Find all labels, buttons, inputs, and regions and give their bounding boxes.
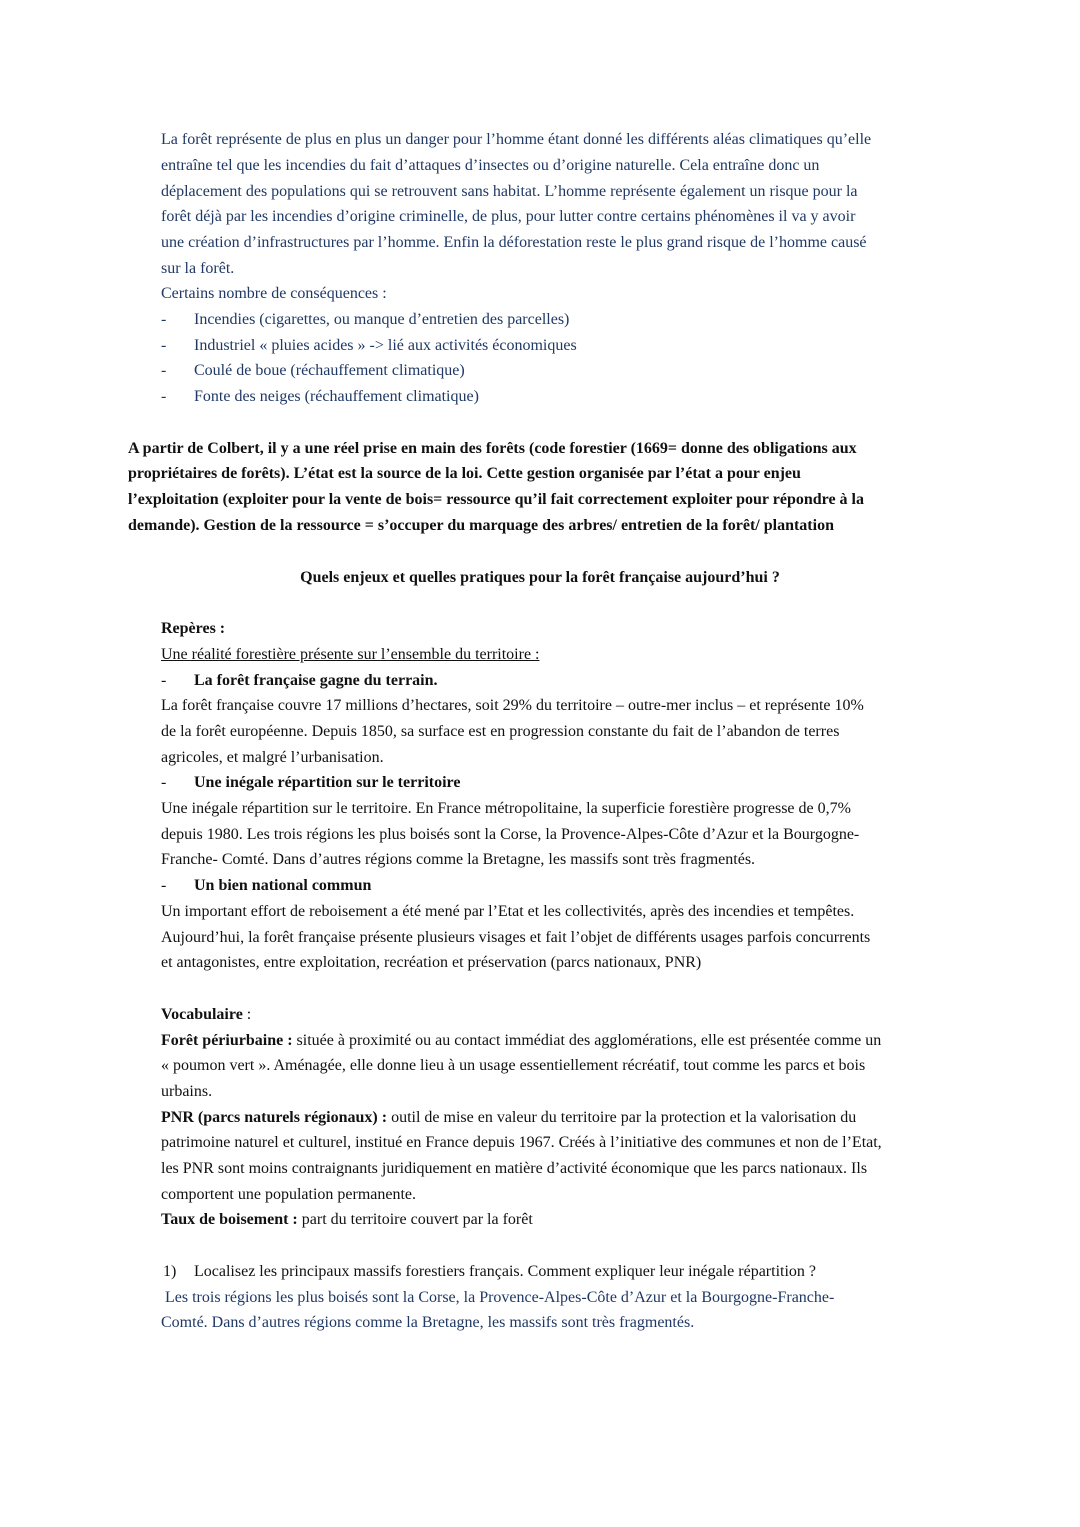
bullet-dash: -: [161, 362, 167, 379]
repere-text: depuis 1980. Les trois régions les plus boisés sont la Corse, la Provence-Alpes-Côte d’Azur et la Bourgogne-: [161, 826, 860, 843]
reperes-title: Repères :: [161, 620, 226, 637]
repere-text: Franche- Comté. Dans d’autres régions comme la Bretagne, les massifs sont très fragmentés.: [161, 851, 756, 868]
bullet-dash: -: [161, 337, 167, 354]
bullet-dash: -: [161, 877, 167, 894]
consequences-title: Certains nombre de conséquences :: [161, 285, 387, 302]
repere-heading: Une inégale répartition sur le territoire: [194, 774, 461, 791]
vocab-title-suffix: :: [242, 1006, 252, 1023]
intro-line: La forêt représente de plus en plus un danger pour l’homme étant donné les différents aléas climatiques qu’elle: [161, 131, 872, 148]
definition-line: [161, 1210, 533, 1230]
consequence-item: Fonte des neiges (réchauffement climatique): [194, 388, 479, 405]
consequence-item: Incendies (cigarettes, ou manque d’entretien des parcelles): [194, 311, 570, 328]
repere-text: Un important effort de reboisement a été mené par l’Etat et les collectivités, après des incendies et tempêtes.: [161, 903, 855, 920]
bullet-dash: -: [161, 774, 167, 791]
vocab-title: Vocabulaire: [161, 1006, 243, 1023]
definition-text: située à proximité ou au contact immédiat des agglomérations, elle est présentée comme un: [292, 1032, 882, 1049]
vocab-title-line: [161, 1005, 251, 1025]
repere-text: La forêt française couvre 17 millions d’hectares, soit 29% du territoire – outre-mer inclus – et représente 10%: [161, 697, 864, 714]
consequence-item: Industriel « pluies acides » -> lié aux activités économiques: [194, 337, 577, 354]
question-text: Localisez les principaux massifs forestiers français. Comment expliquer leur inégale répartition ?: [194, 1263, 816, 1280]
intro-line: une création d’infrastructures par l’homme. Enfin la déforestation reste le plus grand risque de l’homme causé: [161, 234, 867, 251]
answer-line: Les trois régions les plus boisés sont la Corse, la Provence-Alpes-Côte d’Azur et la Bourgogne-Franche-: [161, 1289, 835, 1306]
repere-heading: La forêt française gagne du terrain.: [194, 672, 438, 689]
question-number: 1): [163, 1263, 177, 1280]
bullet-dash: -: [161, 388, 167, 405]
reperes-subtitle: Une réalité forestière présente sur l’ensemble du territoire :: [161, 646, 540, 663]
repere-text: Aujourd’hui, la forêt française présente plusieurs visages et fait l’objet de différents usages parfois concurrents: [161, 929, 871, 946]
definition-term: Forêt périurbaine :: [161, 1032, 293, 1049]
definition-text: les PNR sont moins contraignants juridiquement en matière d’activité économique que les parcs nationaux. Ils: [161, 1160, 868, 1177]
repere-text: et antagonistes, entre exploitation, recréation et préservation (parcs nationaux, PNR): [161, 954, 702, 971]
bullet-dash: -: [161, 672, 167, 689]
colbert-line: A partir de Colbert, il y a une réel prise en main des forêts (code forestier (1669= donne des obligations aux: [128, 440, 857, 457]
definition-text: urbains.: [161, 1083, 213, 1100]
repere-text: agricoles, et malgré l’urbanisation.: [161, 749, 384, 766]
consequence-item: Coulé de boue (réchauffement climatique): [194, 362, 465, 379]
definition-term: Taux de boisement :: [161, 1211, 298, 1228]
section-question-title: Quels enjeux et quelles pratiques pour la forêt française aujourd’hui ?: [300, 569, 780, 586]
intro-line: sur la forêt.: [161, 260, 235, 277]
colbert-line: propriétaires de forêts). L’état est la source de la loi. Cette gestion organisée par l’état a pour enjeu: [128, 465, 801, 482]
definition-term: PNR (parcs naturels régionaux) :: [161, 1109, 388, 1126]
colbert-line: l’exploitation (exploiter pour la vente de bois= ressource qu’il fait correctement exploiter pour répondre à la: [128, 491, 864, 508]
answer-line: Comté. Dans d’autres régions comme la Bretagne, les massifs sont très fragmentés.: [161, 1314, 695, 1331]
repere-text: de la forêt européenne. Depuis 1850, sa surface est en progression constante du fait de l’abandon de terres: [161, 723, 840, 740]
intro-line: forêt déjà par les incendies d’origine criminelle, de plus, pour lutter contre certains phénomènes il va y avoir: [161, 208, 856, 225]
repere-text: Une inégale répartition sur le territoire. En France métropolitaine, la superficie forestière progresse de 0,7%: [161, 800, 851, 817]
repere-heading: Un bien national commun: [194, 877, 372, 894]
bullet-dash: -: [161, 311, 167, 328]
definition-text: « poumon vert ». Aménagée, elle donne lieu à un usage essentiellement récréatif, tout comme les parcs et bois: [161, 1057, 866, 1074]
definition-text: patrimoine naturel et culturel, institué en France depuis 1967. Créés à l’initiative des communes et non de l’Etat,: [161, 1134, 882, 1151]
intro-line: entraîne tel que les incendies du fait d’attaques d’insectes ou d’origine naturelle. Cela entraîne donc un: [161, 157, 820, 174]
definition-text: part du territoire couvert par la forêt: [297, 1211, 533, 1228]
definition-text: outil de mise en valeur du territoire par la protection et la valorisation du: [387, 1109, 857, 1126]
definition-line: [161, 1108, 856, 1128]
definition-text: comportent une population permanente.: [161, 1186, 417, 1203]
colbert-line: demande). Gestion de la ressource = s’occuper du marquage des arbres/ entretien de la forêt/ plantation: [128, 517, 834, 534]
intro-line: déplacement des populations qui se retrouvent sans habitat. L’homme représente également un risque pour la: [161, 183, 858, 200]
definition-line: [161, 1031, 881, 1051]
